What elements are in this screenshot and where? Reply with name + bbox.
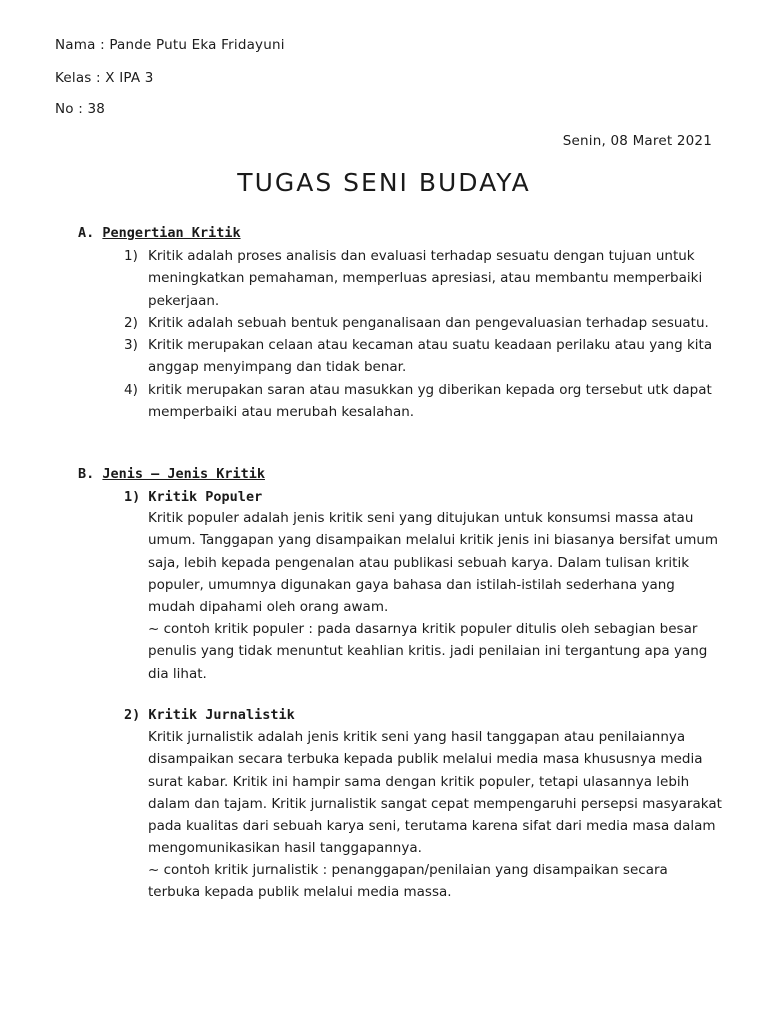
- list-item: [124, 312, 724, 334]
- section-b-heading: [78, 466, 265, 482]
- subsection-title: Kritik Jurnalistik: [148, 707, 295, 723]
- list-item: [124, 379, 724, 424]
- list-item: [124, 334, 724, 379]
- section-b-title: Jenis – Jenis Kritik: [102, 466, 265, 482]
- student-name: Nama : Pande Putu Eka Fridayuni: [55, 37, 285, 53]
- list-item-text: kritik merupakan saran atau masukkan yg diberikan kepada org tersebut utk dapat memperbaiki atau merubah kesalahan.: [148, 381, 712, 421]
- subsection-heading-kritik-populer: [124, 489, 262, 505]
- subsection-body-kritik-populer: Kritik populer adalah jenis kritik seni yang ditujukan untuk konsumsi massa atau umum. Tanggapan yang disampaikan melalui kritik jenis ini biasanya bersifat umum saja, lebih kepada pengenalan atau publikasi sebuah karya. Dalam tulisan kritik populer, umumnya digunakan gaya bahasa dan istilah-istilah sederhana yang mudah dipahami oleh orang awam.: [148, 510, 719, 616]
- section-a-list: [124, 245, 724, 423]
- list-item-text: Kritik adalah proses analisis dan evaluasi terhadap sesuatu dengan tujuan untuk meningkatkan pemahaman, memperluas apresiasi, atau membantu memperbaiki pekerjaan.: [148, 248, 703, 309]
- document-title: TUGAS SENI BUDAYA: [237, 168, 531, 197]
- subsection-example-kritik-jurnalistik: ~ contoh kritik jurnalistik : penanggapan/penilaian yang disampaikan secara terbuka kepada publik melalui media massa.: [148, 862, 668, 901]
- student-number: No : 38: [55, 101, 106, 117]
- subsection-body-kritik-jurnalistik: Kritik jurnalistik adalah jenis kritik seni yang hasil tanggapan atau penilaiannya disampaikan secara terbuka kepada publik melalui media masa khususnya media surat kabar. Kritik ini hampir sama dengan kritik populer, tetapi ulasannya lebih dalam dan tajam. Kritik jurnalistik sangat cepat mempengaruhi persepsi masyarakat pada kualitas dari sebuah karya seni, terutama karena sifat dari media masa dalam mengomunikasikan hasil tanggapannya.: [148, 729, 722, 857]
- list-item-number: 3): [124, 337, 138, 354]
- section-b-letter: B.: [78, 466, 95, 482]
- list-item-text: Kritik adalah sebuah bentuk penganalisaan dan pengevaluasian terhadap sesuatu.: [148, 314, 709, 331]
- section-a-title: Pengertian Kritik: [102, 225, 241, 241]
- subsection-number: 2): [124, 707, 141, 723]
- section-a-heading: [78, 225, 241, 241]
- list-item: [124, 245, 724, 312]
- subsection-title: Kritik Populer: [148, 489, 263, 505]
- subsection-number: 1): [124, 489, 141, 505]
- list-item-number: 1): [124, 248, 138, 264]
- subsection-heading-kritik-jurnalistik: [124, 707, 295, 723]
- list-item-text: Kritik merupakan celaan atau kecaman atau suatu keadaan perilaku atau yang kita anggap menyimpang dan tidak benar.: [148, 337, 713, 376]
- subsection-example-kritik-populer: ~ contoh kritik populer : pada dasarnya kritik populer ditulis oleh sebagian besar penulis yang tidak menuntut keahlian kritis. jadi penilaian ini tergantung apa yang dia lihat.: [148, 621, 708, 682]
- list-item-number: 2): [124, 314, 138, 331]
- section-a-letter: A.: [78, 225, 95, 241]
- document-date: Senin, 08 Maret 2021: [562, 133, 712, 149]
- student-class: Kelas : X IPA 3: [55, 70, 154, 86]
- list-item-number: 4): [124, 381, 138, 398]
